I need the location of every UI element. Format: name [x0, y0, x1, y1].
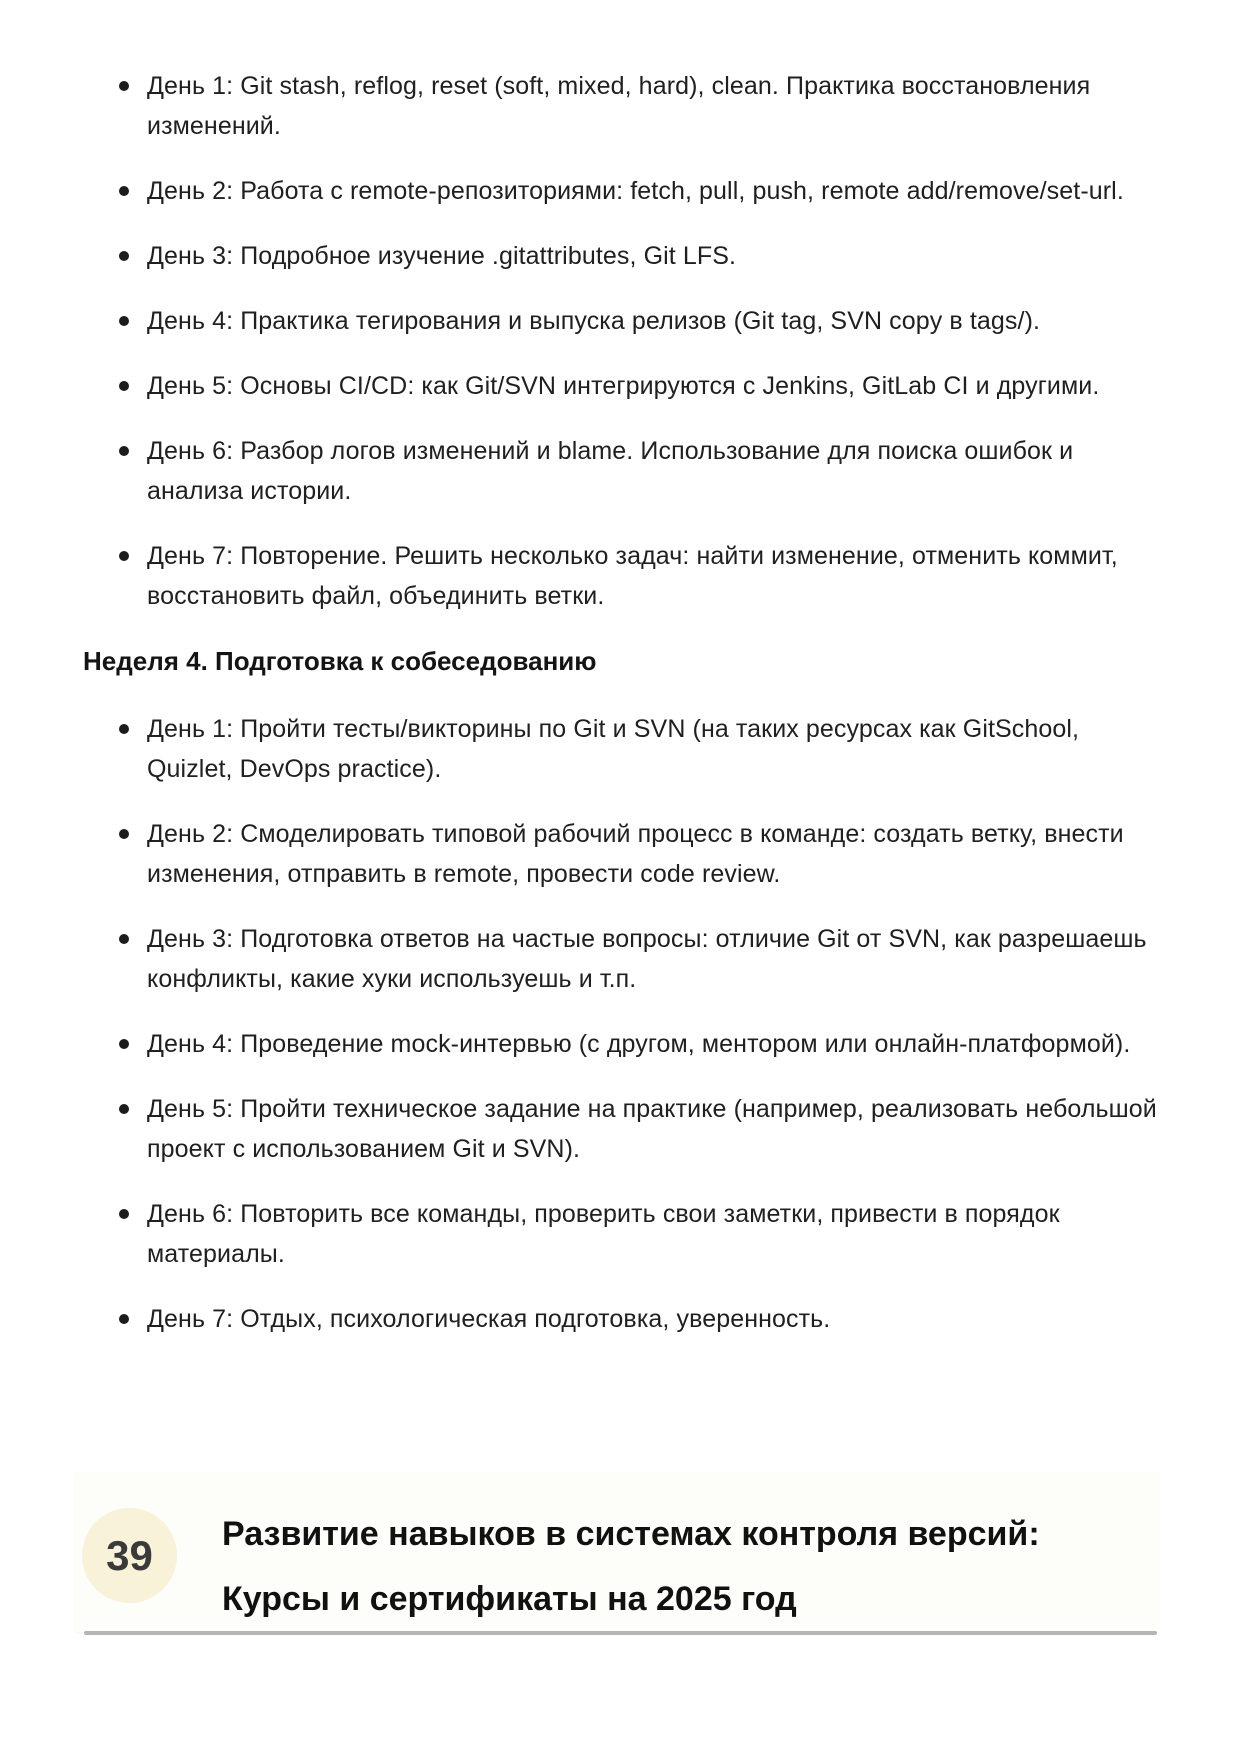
list-item: День 2: Смоделировать типовой рабочий процесс в команде: создать ветку, внести изменения, отправить в remote, провести code review.	[147, 814, 1162, 894]
list-item: День 7: Повторение. Решить несколько задач: найти изменение, отменить коммит, восстановить файл, объединить ветки.	[147, 536, 1162, 616]
list-item: День 7: Отдых, психологическая подготовка, уверенность.	[147, 1299, 1162, 1339]
week3-day-list	[147, 66, 1159, 616]
list-item: День 1: Пройти тесты/викторины по Git и SVN (на таких ресурсах как GitSchool, Quizlet, DevOps practice).	[147, 709, 1162, 789]
week4-day-list	[147, 709, 1159, 1339]
list-item: День 3: Подготовка ответов на частые вопросы: отличие Git от SVN, как разрешаешь конфликты, какие хуки используешь и т.п.	[147, 919, 1162, 999]
list-item: День 6: Разбор логов изменений и blame. Использование для поиска ошибок и анализа истории.	[147, 431, 1162, 511]
list-item: День 2: Работа с remote-репозиториями: fetch, pull, push, remote add/remove/set-url.	[147, 171, 1162, 211]
list-item: День 4: Практика тегирования и выпуска релизов (Git tag, SVN copy в tags/).	[147, 301, 1162, 341]
list-item: День 5: Пройти техническое задание на практике (например, реализовать небольшой проект с использованием Git и SVN).	[147, 1089, 1162, 1169]
bottom-divider	[84, 1631, 1157, 1635]
list-item: День 3: Подробное изучение .gitattributes, Git LFS.	[147, 236, 1162, 276]
week4-heading: Неделя 4. Подготовка к собеседованию	[83, 646, 597, 676]
section-number-badge: 39	[82, 1508, 177, 1603]
list-item: День 5: Основы CI/CD: как Git/SVN интегрируются с Jenkins, GitLab CI и другими.	[147, 366, 1162, 406]
section-banner	[75, 1472, 1158, 1632]
section-title: Развитие навыков в системах контроля версий: Курсы и сертификаты на 2025 год	[222, 1515, 1040, 1618]
list-item: День 4: Проведение mock-интервью (с другом, ментором или онлайн-платформой).	[147, 1024, 1162, 1064]
list-item: День 1: Git stash, reflog, reset (soft, mixed, hard), clean. Практика восстановления изменений.	[147, 66, 1162, 146]
list-item: День 6: Повторить все команды, проверить свои заметки, привести в порядок материалы.	[147, 1194, 1162, 1274]
